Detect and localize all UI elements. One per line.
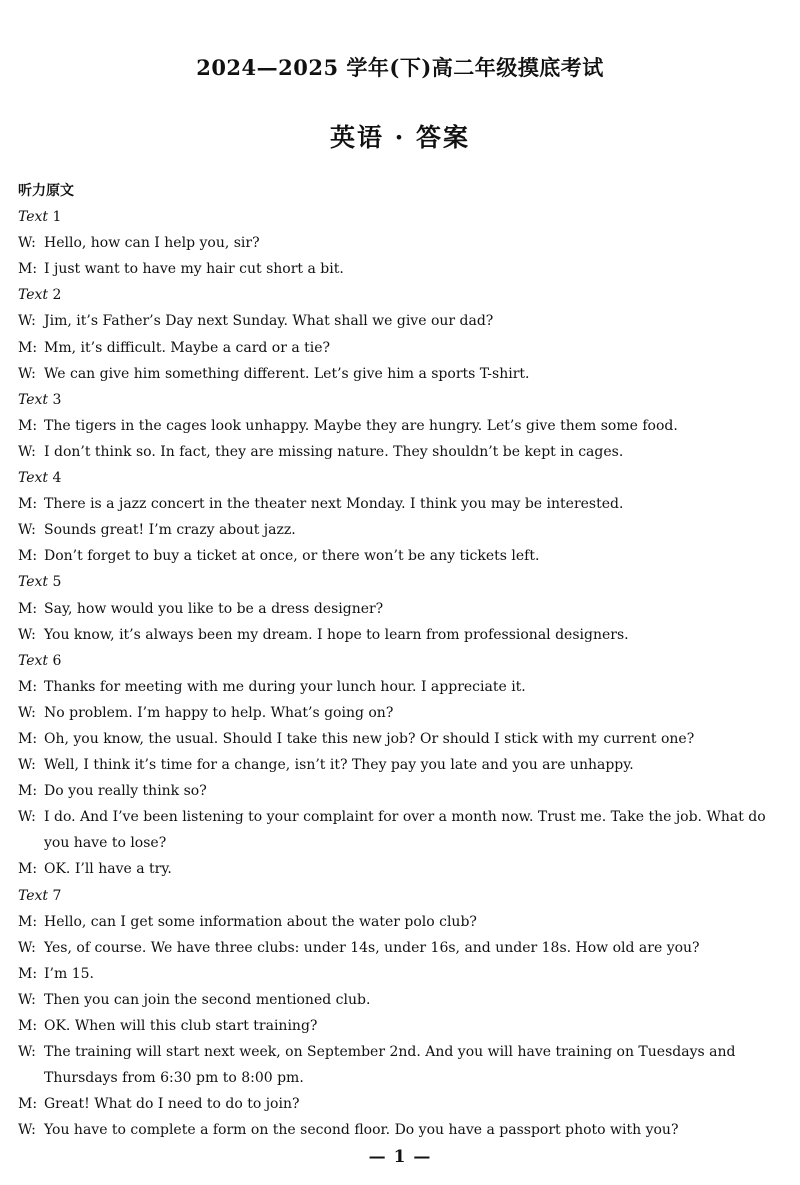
speaker-label: M:	[18, 783, 38, 800]
speaker-label: M:	[18, 965, 38, 982]
speaker-label: M:	[18, 417, 38, 434]
dialogue-line	[18, 752, 784, 778]
speaker-label: W:	[18, 1044, 36, 1061]
dialogue-text: OK. When will this club start training?	[44, 1018, 318, 1034]
dialogue-text: We can give him something different. Let’s give him a sports T-shirt.	[44, 365, 530, 382]
dialogue-line	[18, 987, 784, 1013]
speaker-label: M:	[18, 678, 38, 695]
dialogue-text: Yes, of course. We have three clubs: under 14s, under 16s, and under 18s. How old are you?	[44, 939, 700, 956]
text-number: 3	[52, 391, 62, 408]
text-number: 5	[52, 574, 62, 591]
dialogue-line	[18, 856, 784, 882]
dialogue-line	[18, 308, 784, 334]
dialogue-text: Sounds great! I’m crazy about jazz.	[44, 522, 296, 539]
dialogue-text: I’m 15.	[44, 965, 94, 982]
dialogue-text: The tigers in the cages look unhappy. Maybe they are hungry. Let’s give them some food.	[44, 417, 678, 434]
dialogue-text: Then you can join the second mentioned club.	[44, 991, 371, 1008]
page-number: — 1 —	[368, 1147, 432, 1167]
dialogue-line	[18, 335, 784, 361]
dialogue-text: You know, it’s always been my dream. I hope to learn from professional designers.	[44, 626, 629, 643]
speaker-label: M:	[18, 339, 38, 356]
dialogue-line	[18, 1091, 784, 1117]
dialogue-line	[18, 596, 784, 622]
text-heading	[18, 569, 784, 595]
exam-title: 2024—2025 学年(下)高二年级摸底考试	[196, 55, 604, 80]
dialogue-text: Well, I think it’s time for a change, isn’t it? They pay you late and you are unhappy.	[44, 757, 634, 774]
dialogue-line	[18, 1117, 784, 1143]
text-label: Text	[18, 652, 49, 669]
speaker-label: M:	[18, 913, 38, 930]
speaker-label: W:	[18, 365, 36, 382]
dialogue-text: Say, how would you like to be a dress designer?	[44, 600, 384, 617]
speaker-label: W:	[18, 626, 36, 643]
speaker-label: W:	[18, 704, 36, 721]
text-heading	[18, 387, 784, 413]
speaker-label: M:	[18, 1096, 38, 1113]
dialogue-text: The training will start next week, on September 2nd. And you will have training on Tuesdays and Thursdays from 6:30 pm to 8:00 pm.	[44, 1044, 736, 1087]
dialogue-line	[18, 935, 784, 961]
speaker-label: W:	[18, 313, 36, 330]
text-label: Text	[18, 287, 49, 304]
speaker-label: W:	[18, 757, 36, 774]
dialogue-line	[18, 517, 784, 543]
text-label: Text	[18, 391, 49, 408]
text-number: 6	[52, 652, 62, 669]
speaker-label: W:	[18, 809, 36, 826]
dialogue-line	[18, 778, 784, 804]
dialogue-text: Jim, it’s Father’s Day next Sunday. What shall we give our dad?	[44, 313, 494, 330]
speaker-label: W:	[18, 1122, 36, 1139]
dialogue-text: No problem. I’m happy to help. What’s going on?	[44, 704, 394, 721]
speaker-label: W:	[18, 522, 36, 539]
dialogue-line	[18, 491, 784, 517]
speaker-label: W:	[18, 991, 36, 1008]
dialogue-text: Don’t forget to buy a ticket at once, or there won’t be any tickets left.	[44, 548, 540, 565]
dialogue-line	[18, 1039, 784, 1091]
dialogue-text: Hello, can I get some information about the water polo club?	[44, 913, 477, 930]
dialogue-line	[18, 909, 784, 935]
speaker-label: W:	[18, 939, 36, 956]
dialogue-line	[18, 543, 784, 569]
dialogue-text: There is a jazz concert in the theater next Monday. I think you may be interested.	[44, 496, 624, 513]
text-heading	[18, 204, 784, 230]
exam-subtitle: 英语 · 答案	[329, 123, 471, 152]
speaker-label: M:	[18, 730, 38, 747]
text-label: Text	[18, 574, 49, 591]
text-label: Text	[18, 470, 49, 487]
dialogue-line	[18, 726, 784, 752]
dialogue-text: OK. I’ll have a try.	[44, 861, 172, 878]
dialogue-line	[18, 256, 784, 282]
dialogue-line	[18, 804, 784, 856]
dialogue-text: I don’t think so. In fact, they are missing nature. They shouldn’t be kept in cages.	[44, 443, 624, 460]
listening-transcript	[18, 178, 784, 1143]
section-title: 听力原文	[18, 183, 74, 199]
dialogue-line	[18, 700, 784, 726]
dialogue-line	[18, 622, 784, 648]
speaker-label: W:	[18, 443, 36, 460]
dialogue-line	[18, 961, 784, 987]
dialogue-text: I do. And I’ve been listening to your complaint for over a month now. Trust me. Take the job. What do you have to lose?	[44, 809, 766, 852]
text-heading	[18, 465, 784, 491]
dialogue-line	[18, 439, 784, 465]
text-number: 4	[52, 470, 62, 487]
dialogue-text: Thanks for meeting with me during your lunch hour. I appreciate it.	[44, 678, 526, 695]
dialogue-text: Mm, it’s difficult. Maybe a card or a tie?	[44, 339, 331, 356]
text-heading	[18, 883, 784, 909]
text-label: Text	[18, 209, 49, 226]
text-number: 7	[52, 887, 62, 904]
dialogue-text: I just want to have my hair cut short a bit.	[44, 261, 344, 278]
text-heading	[18, 282, 784, 308]
dialogue-text: Great! What do I need to do to join?	[44, 1096, 300, 1113]
speaker-label: M:	[18, 1018, 38, 1034]
dialogue-text: You have to complete a form on the second floor. Do you have a passport photo with you?	[44, 1122, 679, 1139]
dialogue-line	[18, 674, 784, 700]
dialogue-text: Hello, how can I help you, sir?	[44, 235, 260, 252]
speaker-label: M:	[18, 600, 38, 617]
dialogue-line	[18, 230, 784, 256]
dialogue-text: Oh, you know, the usual. Should I take this new job? Or should I stick with my current one?	[44, 730, 695, 747]
text-number: 2	[52, 287, 62, 304]
text-number: 1	[52, 209, 62, 226]
speaker-label: M:	[18, 548, 38, 565]
speaker-label: M:	[18, 861, 38, 878]
dialogue-line	[18, 413, 784, 439]
dialogue-line	[18, 361, 784, 387]
speaker-label: W:	[18, 235, 36, 252]
dialogue-line	[18, 1013, 784, 1039]
speaker-label: M:	[18, 496, 38, 513]
text-label: Text	[18, 887, 49, 904]
dialogue-text: Do you really think so?	[44, 783, 207, 800]
text-heading	[18, 648, 784, 674]
speaker-label: M:	[18, 261, 38, 278]
